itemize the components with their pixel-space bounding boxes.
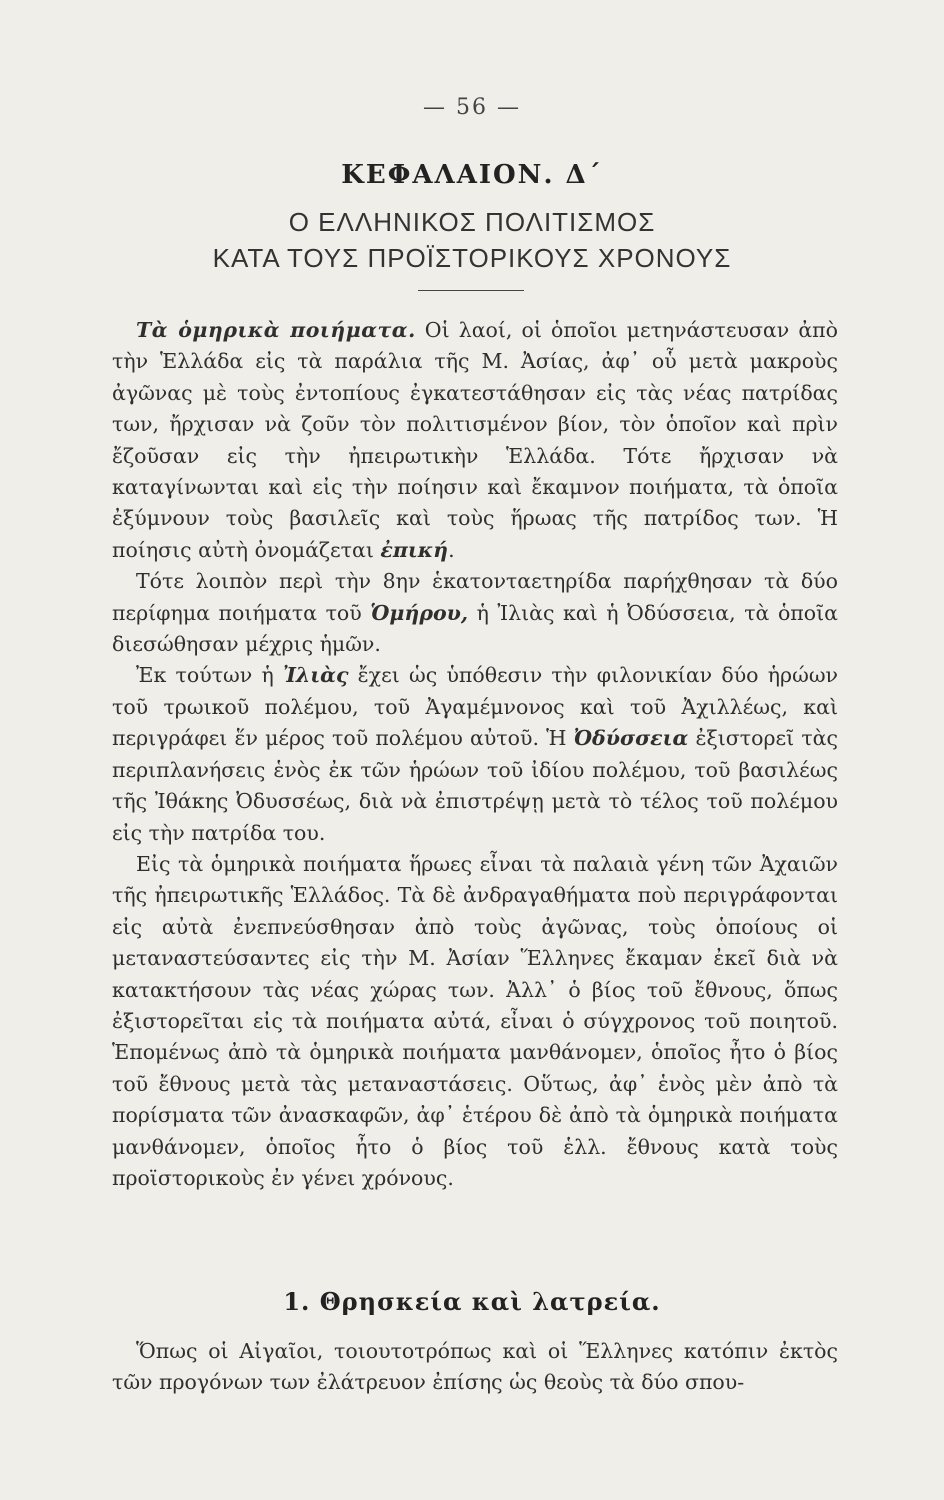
paragraph-text: Οἱ λαοί, οἱ ὁποῖοι μετηνάστευσαν ἀπὸ τὴν Ἑλλάδα εἰς τὰ παράλια τῆς Μ. Ἀσίας, ἀφ᾽ οὗ μετὰ μακροὺς ἀγῶνας μὲ τοὺς ἐντοπίους ἐγκατεστάθησαν εἰς τὰς νέας πατρίδας των, ἤρχισαν νὰ ζοῦν τὸν πολιτισμένον βίον, τὸν ὁποῖον καὶ πρὶν ἔζοῦσαν εἰς τὴν ἠπειρωτικὴν Ἑλλάδα. Τότε ἤρχισαν νὰ καταγίνωνται καὶ εἰς τὴν ποίησιν καὶ ἔκαμνον ποιήματα, τὰ ὁποῖα ἐξύμνουν τοὺς βασιλεῖς καὶ τοὺς ἥρωας τῆς πατρίδος των. Ἡ ποίησις αὐτὴ ὀνομάζεται [112,318,838,562]
chapter-label: ΚΕΦΑΛΑΙΟΝ. Δ΄ [341,160,603,190]
paragraph-text-mid: ἔχει ὡς ὑπόθεσιν τὴν φιλονικίαν δύο ἡρώων τοῦ τρωικοῦ πολέμου, τοῦ Ἀγαμέμνονος καὶ τοῦ Ἀχιλλέως, καὶ περιγράφει ἕν μέρος τοῦ πολέμου αὐτοῦ. Ἡ [112,663,838,751]
emphasized-term-odyssey: Ὀδύσσεια [573,726,689,751]
section-body [112,1336,838,1399]
emphasized-term: ἐπική [380,537,449,562]
page-number: — 56 — [423,95,521,120]
paragraph-text-end: . [448,537,455,562]
section-heading: 1. Θρησκεία καὶ λατρεία. [283,1287,661,1316]
paragraph-religion [112,1336,838,1399]
paragraph-text-end: ἐξιστορεῖ τὰς περιπλανήσεις ἑνὸς ἐκ τῶν ἡρώων τοῦ ἰδίου πολέμου, τοῦ βασιλέως τῆς Ἰθάκης Ὀδυσσέως, διὰ νὰ ἐπιστρέψῃ μετὰ τὸ τέλος τοῦ πολέμου εἰς τὴν πατρίδα του. [112,726,838,845]
paragraph-text: Ἐκ τούτων ἡ [136,663,283,688]
paragraph-iliad-odyssey [112,660,838,848]
emphasized-term: Ὁμήρου, [370,600,469,625]
paragraph-text-end: ἡ Ἰλιὰς καὶ ἡ Ὀδύσσεια, τὰ ὁποῖα διεσώθησαν μέχρις ἡμῶν. [112,600,838,657]
chapter-title-line1: Ο ΕΛΛΗΝΙΚΟΣ ΠΟΛΙΤΙΣΜΟΣ [288,207,656,237]
chapter-body [112,315,838,1194]
paragraph-text: Ὅπως οἱ Αἰγαῖοι, τοιουτοτρόπως καὶ οἱ Ἕλληνες κατόπιν ἐκτὸς τῶν προγόνων των ἐλάτρευον ἐπίσης ὡς θεοὺς τὰ δύο σπου- [112,1339,838,1395]
paragraph-text: Εἰς τὰ ὁμηρικὰ ποιήματα ἥρωες εἶναι τὰ παλαιὰ γένη τῶν Ἀχαιῶν τῆς ἠπειρωτικῆς Ἑλλάδος. Τὰ δὲ ἀνδραγαθήματα ποὺ περιγράφονται εἰς αὐτὰ ἐνεπνεύσθησαν ἀπὸ τοὺς ἀγῶνας, τοὺς ὁποίους οἱ μεταναστεύσαντες εἰς τὴν Μ. Ἀσίαν Ἕλληνες ἔκαμαν ἐκεῖ διὰ νὰ κατακτήσουν τὰς νέας χώρας των. Ἀλλ᾽ ὁ βίος τοῦ ἔθνους, ὅπως ἐξιστορεῖται εἰς τὰ ποιήματα αὐτά, εἶναι ὁ σύγχρονος τοῦ ποιητοῦ. Ἑπομένως ἀπὸ τὰ ὁμηρικὰ ποιήματα μανθάνομεν, ὁποῖος ἦτο ὁ βίος τοῦ ἔθνους μετὰ τὰς μεταναστάσεις. Οὕτως, ἀφ᾽ ἑνὸς μὲν ἀπὸ τὰ πορίσματα τῶν ἀνασκαφῶν, ἀφ᾽ ἑτέρου δὲ ἀπὸ τὰ ὁμηρικὰ ποιήματα μανθάνομεν, ὁποῖος ἦτο ὁ βίος τοῦ ἑλλ. ἔθνους κατὰ τοὺς προϊστορικοὺς ἐν γένει χρόνους. [112,851,838,1190]
paragraph-two-poems [112,566,838,660]
paragraph-text: Τότε λοιπὸν περὶ τὴν 8ην ἑκατονταετηρίδα παρήχθησαν τὰ δύο περίφημα ποιήματα τοῦ [112,569,838,625]
paragraph-homeric-poems [112,315,838,566]
chapter-title-line2: ΚΑΤΑ ΤΟΥΣ ΠΡΟΪΣΤΟΡΙΚΟΥΣ ΧΡΟΝΟΥΣ [212,243,732,273]
emphasized-term-iliad: Ἰλιὰς [282,663,349,688]
title-divider [418,290,524,291]
paragraph-lead-heading: Τὰ ὁμηρικὰ ποιήματα. [136,318,416,342]
paragraph-heroes [112,849,838,1194]
